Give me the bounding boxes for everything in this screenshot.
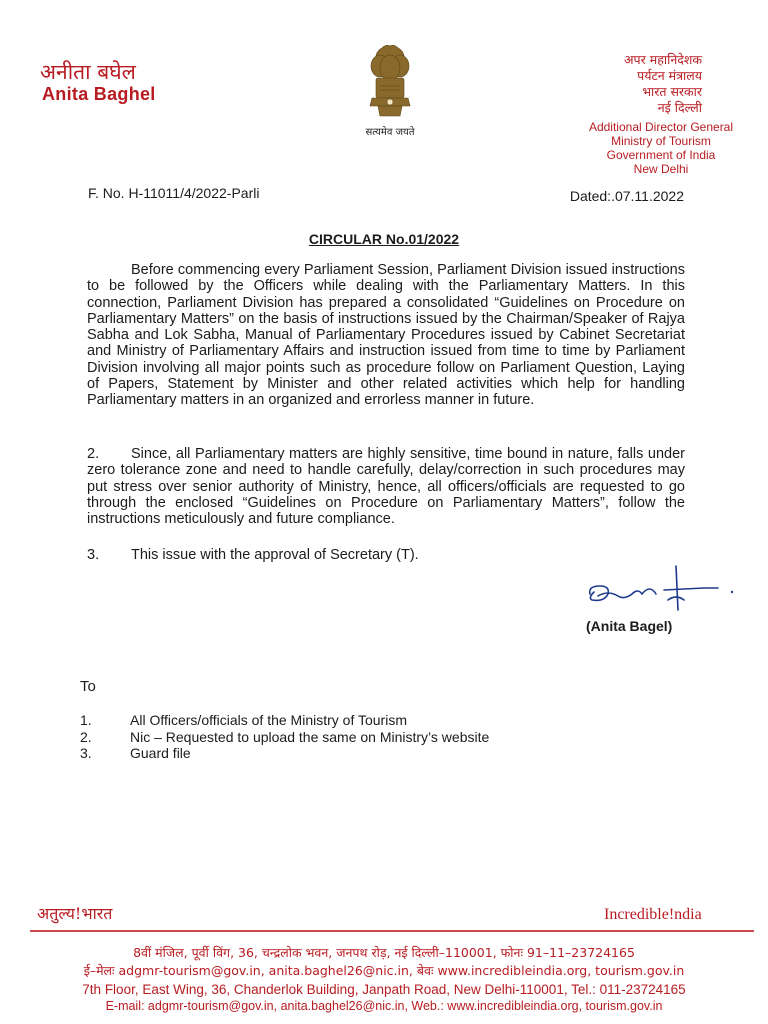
office-line: Government of India bbox=[606, 148, 716, 162]
paragraph-text: Since, all Parliamentary matters are highly sensitive, time bound in nature, falls under zero tolerance zone and need to handle carefully, delay/correction in such procedures may put stress over senior authority of Ministry, hence, all officers/officials are requested to go through the enclosed “Guidelines on Procedure on Parliamentary Matters”, follow the instructions meticulously and future compliance. bbox=[87, 446, 685, 528]
office-line: भारत सरकार bbox=[642, 84, 702, 99]
sender-name-hindi: अनीता बघेल bbox=[40, 60, 136, 84]
recipient-item bbox=[80, 745, 191, 761]
footer-email-hindi: ई–मेलः adgmr-tourism@gov.in, anita.baghel26@nic.in, बेवः www.incredibleindia.org, tourism.gov.in bbox=[83, 963, 685, 978]
signer-name: (Anita Bagel) bbox=[586, 618, 673, 634]
office-line: New Delhi bbox=[633, 162, 689, 176]
office-title-english bbox=[570, 120, 752, 176]
recipient-number: 2. bbox=[80, 729, 92, 745]
office-title-hindi bbox=[624, 52, 702, 116]
footer-address-hindi: 8वीं मंजिल, पूर्वी विंग, 36, चन्द्रलोक भवन, जनपथ रोड़, नई दिल्ली–110001, फोनः 91–11–23724165 bbox=[133, 945, 635, 960]
office-line: पर्यटन मंत्रालय bbox=[637, 68, 702, 83]
paragraph-number: 2. bbox=[87, 446, 100, 462]
date: Dated:.07.11.2022 bbox=[569, 188, 684, 204]
incredible-india-logo: Incredible!ndia bbox=[604, 906, 702, 923]
paragraph-number: 3. bbox=[87, 547, 100, 563]
emblem-motto: सत्यमेव जयते bbox=[365, 127, 415, 138]
paragraph-2 bbox=[87, 446, 685, 527]
circular-title bbox=[0, 231, 768, 247]
recipient-item bbox=[80, 712, 407, 728]
footer-email-english: E-mail: adgmr-tourism@gov.in, anita.baghel26@nic.in, Web.: www.incredibleindia.org, tourism.gov.in bbox=[105, 999, 663, 1013]
handwritten-signature bbox=[584, 560, 738, 616]
office-line: Additional Director General bbox=[588, 120, 734, 134]
footer-address-english: 7th Floor, East Wing, 36, Chanderlok Building, Janpath Road, New Delhi-110001, Tel.: 011-23724165 bbox=[82, 982, 686, 997]
footer-divider bbox=[30, 930, 754, 932]
recipient-item bbox=[80, 729, 489, 745]
to-label: To bbox=[80, 678, 96, 695]
recipient-number: 3. bbox=[80, 745, 92, 761]
sender-name-english: Anita Baghel bbox=[42, 84, 156, 104]
recipient-text: Nic – Requested to upload the same on Ministry’s website bbox=[130, 729, 490, 745]
paragraph-1: Before commencing every Parliament Session, Parliament Division issued instructions to be followed by the Officers while dealing with the Parliamentary Matters. In this connection, Parliament Division has prepared a consolidated “Guidelines on Procedure on Parliamentary Matters” on the basis of instructions issued by the Chairman/Speaker of Rajya Sabha and Lok Sabha, Manual of Parliamentary Procedures issued by Cabinet Secretariat and Ministry of Parliamentary Affairs and instruction issued from time to time by Parliament Division involving all major points such as procedure follow on Parliament Question, Laying of Papers, Statement by Minister and other related activities which help for handling Parliamentary matters in an organized and errorless manner in future. bbox=[87, 262, 685, 409]
office-line: नई दिल्ली bbox=[657, 100, 702, 115]
recipient-text: Guard file bbox=[130, 745, 191, 761]
paragraph-text: This issue with the approval of Secretary (T). bbox=[131, 547, 419, 563]
file-number: F. No. H-11011/4/2022-Parli bbox=[88, 185, 260, 201]
atulya-bharat-logo: अतुल्य!भारत bbox=[37, 904, 113, 923]
recipient-text: All Officers/officials of the Ministry of Tourism bbox=[130, 712, 407, 728]
circular-title-text: CIRCULAR No.01/2022 bbox=[308, 231, 460, 247]
office-line: अपर महानिदेशक bbox=[624, 52, 702, 67]
office-line: Ministry of Tourism bbox=[611, 134, 711, 148]
recipient-number: 1. bbox=[80, 712, 92, 728]
